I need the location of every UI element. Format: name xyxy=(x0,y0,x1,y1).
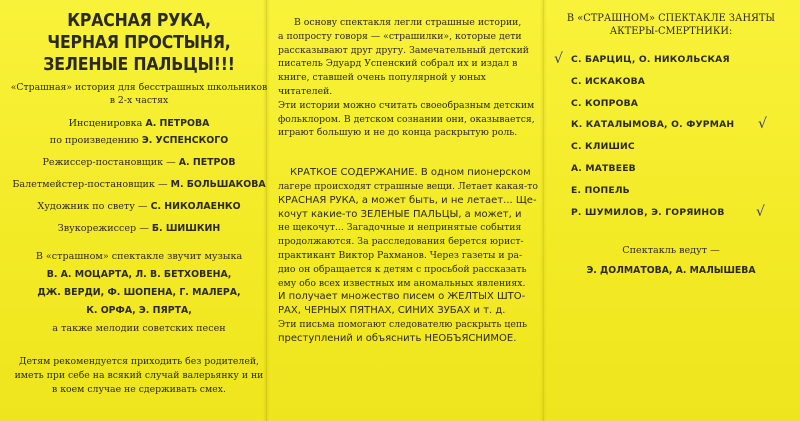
cast-item: √ С. БАРЦИЦ, О. НИКОЛЬСКАЯ xyxy=(550,49,792,71)
right-panel xyxy=(550,0,792,421)
summary-paragraph: КРАТКОЕ СОДЕРЖАНИЕ. В одном пионерском лагере происходят страшные вещи. Летает какая-то КРАСНАЯ РУКА, а может быть, и не летает... Ще- кочут какие-то ЗЕЛЕНЫЕ ПАЛЬЦЫ, а может, и не щекочут... Загадочные и непринятые события продолжаются. За расследования берется юрист- практикант Виктор Рахманов. Через газеты и ра- дио он обращается к детям с просьбой рассказать ему обо всех известных им аномальных явлениях. И получает множество писем о ЖЕЛТЫХ ШТО- РАХ, ЧЕРНЫХ ПЯТНАХ, СИНИХ ЗУБАХ и т. д. Эти письма помогают следователю раскрыть цепь преступлений и объяснить НЕОБЪЯСНИМОЕ. xyxy=(278,167,538,344)
credit-choreographer: Балетмейстер-постановщик — М. БОЛЬШАКОВА xyxy=(12,179,266,190)
cast-item: Е. ПОПЕЛЬ xyxy=(571,184,630,196)
play-subtitle: «Страшная» история для бесстрашных школьников в 2-х частях xyxy=(10,82,268,106)
middle-panel xyxy=(278,0,540,421)
left-panel xyxy=(8,0,270,421)
credit-adaptation: Инсценировка А. ПЕТРОВА xyxy=(68,118,210,129)
cast-item: С. ИСКАКОВА xyxy=(571,75,646,87)
cast-heading: В «СТРАШНОМ» СПЕКТАКЛЕ ЗАНЯТЫ АКТЕРЫ-СМЕРТНИКИ: xyxy=(566,13,776,37)
intro-paragraph: В основу спектакля легли страшные истории, а попросту говоря — «страшилки», которые дети рассказывают друг другу. Замечательный детский писатель Эдуард Успенский собрал их и издал в книге, ставшей очень популярной у юных читателей. Эти истории можно считать своеобразным детским фольклором. В детском сознании они, оказывается, играют большую и не до конца раскрытую роль. xyxy=(278,17,535,139)
cast-item: Р. ШУМИЛОВ, Э. ГОРЯИНОВ √ xyxy=(550,202,792,224)
hosts-label: Спектакль ведут — xyxy=(622,245,720,257)
cast-list xyxy=(550,49,792,223)
credit-director: Режиссер-постановщик — А. ПЕТРОВ xyxy=(42,157,236,168)
handwritten-check-icon: √ xyxy=(554,51,564,67)
handwritten-check-icon: √ xyxy=(758,116,768,133)
cast-item: С. КЛИШИС xyxy=(571,141,635,153)
fold-line-right xyxy=(543,0,544,421)
music-credits: В «страшном» спектакле звучит музыка В. А. МОЦАРТА, Л. В. БЕТХОВЕНА, ДЖ. ВЕРДИ, Ф. ШОПЕНА, Г. МАЛЕРА, К. ОРФА, Э. ПЯРТА, а также мелодии советских песен xyxy=(35,251,243,334)
handwritten-check-icon: √ xyxy=(756,203,766,220)
credit-source: по произведению Э. УСПЕНСКОГО xyxy=(49,135,229,146)
cast-item: А. МАТВЕЕВ xyxy=(571,162,636,174)
advice-note: Детям рекомендуется приходить без родителей, иметь при себе на всякий случай валерьянку и ни в коем случае не сдерживать смех. xyxy=(14,356,264,395)
play-title: КРАСНАЯ РУКА, ЧЕРНАЯ ПРОСТЫНЯ, ЗЕЛЕНЫЕ ПАЛЬЦЫ!!! xyxy=(43,11,235,75)
cast-item: С. КОПРОВА xyxy=(571,97,639,109)
credit-lighting: Художник по свету — С. НИКОЛАЕНКО xyxy=(37,201,241,212)
cast-item: К. КАТАЛЫМОВА, О. ФУРМАН √ xyxy=(550,114,792,136)
hosts-names: Э. ДОЛМАТОВА, А. МАЛЫШЕВА xyxy=(586,265,756,277)
credit-sound: Звукорежиссер — Б. ШИШКИН xyxy=(57,223,221,234)
